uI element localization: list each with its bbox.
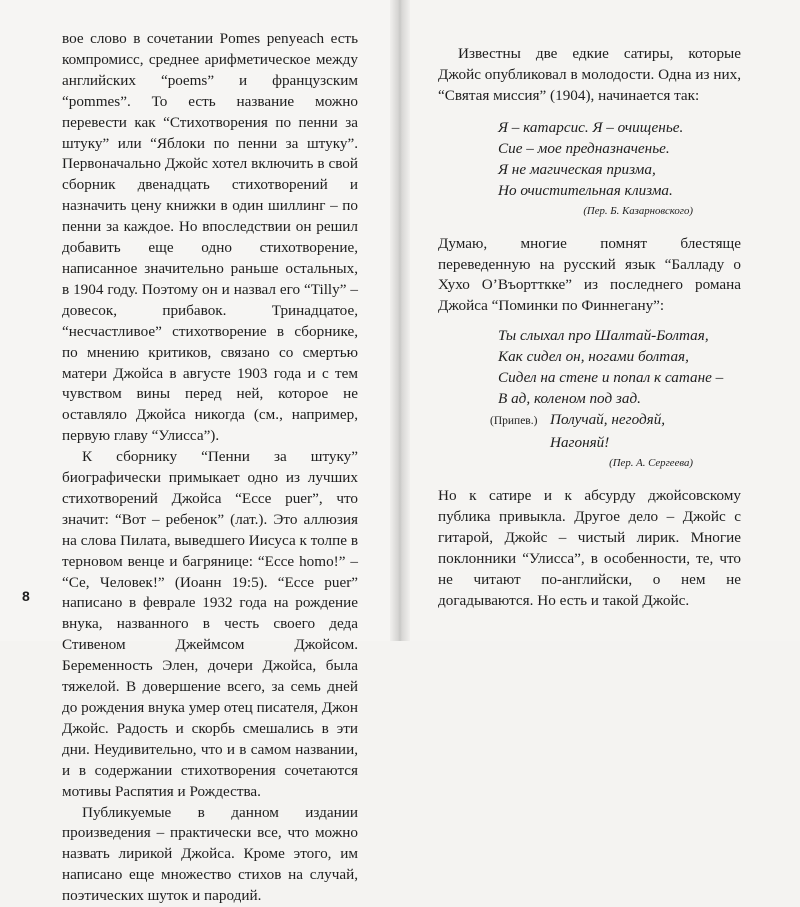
book-gutter <box>390 0 410 641</box>
satire-intro: Известны две едкие сатиры, которые Джойс опубликовал в молодости. Одна из них, “Святая миссия” (1904), начинается так: <box>438 45 741 104</box>
refrain-line: Нагоняй! <box>550 434 610 452</box>
verse-line: Я – катарсис. Я – очищенье. <box>498 118 684 136</box>
ballad-intro: Думаю, многие помнят блестяще переведенную на русский язык “Балладу о Хухо О’Въортткке” из последнего романа Джойса “Поминки по Финнегану”: <box>438 234 741 315</box>
verse-line: Но очистительная клизма. <box>498 181 673 199</box>
verse-line: Как сидел он, ногами болтая, <box>498 348 689 366</box>
verse-line: Я не магическая призма, <box>498 160 656 178</box>
verse-line: Ты слыхал про Шалтай-Болтая, <box>498 327 709 345</box>
right-page-text <box>438 44 741 612</box>
verse-line: Сие – мое предназначенье. <box>498 139 670 157</box>
verse-line: В ад, коленом под зад. <box>498 390 641 408</box>
closing-paragraph: Но к сатире и к абсурду джойсовскому публика привыкла. Другое дело – Джойс с гитарой, Джойс – чистый лирик. Многие поклонники “Улисса”, в особенности, те, что не читают по-английски, о нем не догадываются. Но есть и такой Джойс. <box>438 487 741 609</box>
translator-credit-2: (Пер. А. Сергеева) <box>609 457 693 470</box>
left-paragraph-1: вое слово в сочетании Pomes penyeach есть компромисс, среднее арифметическое между английских “poems” и французским “pommes”. То есть название можно перевести как “Стихотворения по пенни за штуку” или “Яблоки по пенни за штуку”. Первоначально Джойс хотел включить в свой сборник двенадцать стихотворений и назначить цену книжки в один шиллинг – по пенни за каждое. Но впоследствии он решил добавить еще одно стихотворение, написанное значительно раньше остальных, в 1904 году. Поэтому он и назвал его “Tilly” – довесок, прибавок. Тринадцатое, “несчастливое” стихотворение в сборнике, по мнению критиков, связано со смертью матери Джойса в августе 1903 года и с тем чувством вины перед ней, которое не оставляло Джойса никогда (см., например, первую главу “Улисса”). <box>62 30 358 445</box>
verse-holy-mission <box>498 117 741 201</box>
left-page-text <box>62 29 358 907</box>
refrain-line: Получай, негодяй, <box>550 411 666 429</box>
page-number: 8 <box>22 588 30 604</box>
verse-ballad <box>498 325 741 409</box>
left-paragraph-2: К сборнику “Пенни за штуку” биографически примыкает одно из лучших стихотворений Джойса “Ecce puer”, что значит: “Вот – ребенок” (лат.). Это аллюзия на слова Пилата, выведшего Иисуса к толпе в терновом венце и багрянице: “Ecce homo!” – “Се, Человек!” (Иоанн 19:5). “Ecce puer” написано в феврале 1932 года на рождение внука, названного в честь своего деда Стивеном Джеймсом Джойсом. Беременность Элен, дочери Джойса, была тяжелой. В довершение всего, за семь дней до рождения внука умер отец писателя, Джон Джойс. Радость и скорбь смешались в эти дни. Неудивительно, что и в самом названии, и в содержании стихотворения сочетаются мотивы Распятия и Рождества. <box>62 448 358 800</box>
translator-credit-1: (Пер. Б. Казарновского) <box>583 204 693 217</box>
verse-line: Сидел на стене и попал к сатане – <box>498 369 724 387</box>
left-paragraph-3: Публикуемые в данном издании произведения – практически все, что можно назвать лирикой Джойса. Кроме этого, им написано еще множество стихов на случай, поэтических шуток и пародий. <box>62 803 358 905</box>
refrain-tag: (Припев.) <box>490 415 538 428</box>
refrain-block <box>490 409 741 453</box>
